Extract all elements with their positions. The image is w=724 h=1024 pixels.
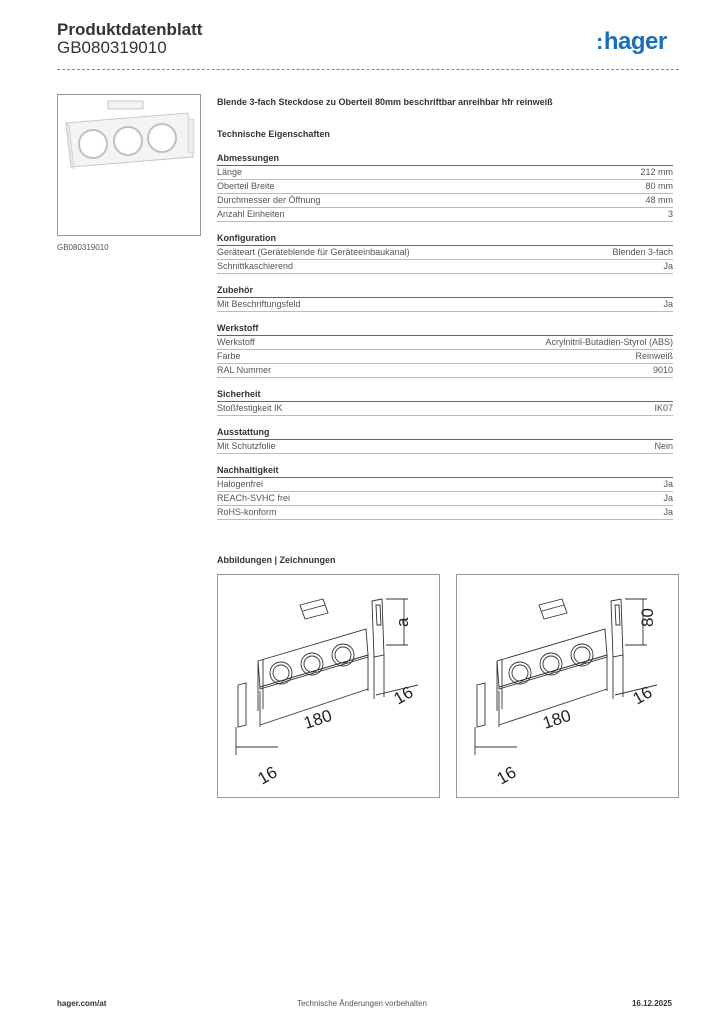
drawing-1-dim-length: 180 bbox=[301, 705, 335, 733]
spec-label: Stoßfestigkeit IK bbox=[217, 403, 283, 413]
spec-value: Ja bbox=[663, 493, 673, 503]
drawing-1-dim-depth: 16 bbox=[254, 762, 281, 789]
drawing-1 bbox=[217, 574, 440, 798]
footer-disclaimer: Technische Änderungen vorbehalten bbox=[297, 999, 427, 1008]
spec-value: Ja bbox=[663, 261, 673, 271]
drawing-2-dim-side: 16 bbox=[629, 682, 656, 709]
spec-section-title: Sicherheit bbox=[217, 388, 673, 402]
drawing-2-svg bbox=[457, 575, 678, 797]
spec-label: REACh-SVHC frei bbox=[217, 493, 291, 503]
cover-plate-illustration bbox=[66, 101, 194, 169]
spec-value: Blenden 3-fach bbox=[612, 247, 673, 257]
spec-label: Geräteart (Geräteblende für Geräteeinbaukanal) bbox=[217, 247, 410, 257]
spec-section bbox=[217, 232, 673, 274]
image-caption: GB080319010 bbox=[57, 243, 109, 252]
spec-row bbox=[217, 166, 673, 180]
spec-label: Halogenfrei bbox=[217, 479, 264, 489]
spec-label: Farbe bbox=[217, 351, 241, 361]
spec-row bbox=[217, 440, 673, 454]
spec-label: Länge bbox=[217, 167, 243, 177]
spec-value: Ja bbox=[663, 299, 673, 309]
logo-text: hager bbox=[603, 28, 667, 55]
spec-section-title: Werkstoff bbox=[217, 322, 673, 336]
drawing-2-dim-height: 80 bbox=[638, 608, 657, 627]
drawing-1-dim-side: 16 bbox=[390, 682, 417, 709]
spec-label: Werkstoff bbox=[217, 337, 255, 347]
spec-label: RAL Nummer bbox=[217, 365, 272, 375]
spec-section-title: Ausstattung bbox=[217, 426, 673, 440]
spec-sections bbox=[217, 152, 673, 520]
spec-section bbox=[217, 284, 673, 312]
spec-value: Ja bbox=[663, 507, 673, 517]
product-image-svg bbox=[58, 95, 200, 235]
drawing-2-dim-length: 180 bbox=[540, 705, 574, 733]
spec-value: Acrylnitril-Butadien-Styrol (ABS) bbox=[545, 337, 673, 347]
product-code: GB080319010 bbox=[57, 38, 167, 57]
spec-row bbox=[217, 350, 673, 364]
spec-value: Ja bbox=[663, 479, 673, 489]
spec-value: 80 mm bbox=[645, 181, 673, 191]
spec-row bbox=[217, 180, 673, 194]
spec-section-title: Konfiguration bbox=[217, 232, 673, 246]
spec-row bbox=[217, 260, 673, 274]
logo-dots-icon: : bbox=[596, 29, 603, 54]
spec-value: IK07 bbox=[654, 403, 673, 413]
page-title: Produktdatenblatt bbox=[57, 20, 203, 39]
spec-section bbox=[217, 426, 673, 454]
spec-section bbox=[217, 322, 673, 378]
drawing-1-dim-height: a bbox=[393, 617, 412, 627]
header-divider bbox=[57, 69, 679, 70]
spec-row bbox=[217, 208, 673, 222]
spec-section-title: Nachhaltigkeit bbox=[217, 464, 673, 478]
product-image bbox=[57, 94, 201, 236]
spec-row bbox=[217, 336, 673, 350]
spec-value: Reinweiß bbox=[635, 351, 673, 361]
spec-value: Nein bbox=[654, 441, 673, 451]
spec-label: Oberteil Breite bbox=[217, 181, 275, 191]
product-title: Blende 3-fach Steckdose zu Oberteil 80mm beschriftbar anreihbar hfr reinweiß bbox=[217, 97, 553, 107]
drawing-1-svg bbox=[218, 575, 439, 797]
footer-date: 16.12.2025 bbox=[631, 999, 672, 1008]
spec-label: Schnittkaschierend bbox=[217, 261, 294, 271]
spec-value: 9010 bbox=[652, 365, 673, 375]
spec-row bbox=[217, 364, 673, 378]
spec-row bbox=[217, 492, 673, 506]
spec-value: 48 mm bbox=[645, 195, 673, 205]
spec-panel bbox=[217, 97, 673, 530]
spec-row bbox=[217, 402, 673, 416]
spec-row bbox=[217, 246, 673, 260]
spec-row bbox=[217, 298, 673, 312]
footer-website[interactable]: hager.com/at bbox=[57, 999, 107, 1008]
spec-row bbox=[217, 478, 673, 492]
spec-label: Mit Schutzfolie bbox=[217, 441, 276, 451]
spec-section bbox=[217, 388, 673, 416]
spec-label: RoHS-konform bbox=[217, 507, 277, 517]
spec-row bbox=[217, 194, 673, 208]
spec-section-title: Zubehör bbox=[217, 284, 673, 298]
spec-value: 212 mm bbox=[640, 167, 673, 177]
spec-label: Mit Beschriftungsfeld bbox=[217, 299, 301, 309]
spec-label: Durchmesser der Öffnung bbox=[217, 195, 321, 205]
hager-logo bbox=[596, 28, 667, 56]
drawing-2 bbox=[456, 574, 679, 798]
spec-row bbox=[217, 506, 673, 520]
drawings-title: Abbildungen | Zeichnungen bbox=[217, 555, 336, 565]
technical-properties-title: Technische Eigenschaften bbox=[217, 129, 330, 139]
spec-label: Anzahl Einheiten bbox=[217, 209, 285, 219]
spec-value: 3 bbox=[667, 209, 673, 219]
spec-section bbox=[217, 464, 673, 520]
drawing-2-dim-depth: 16 bbox=[493, 762, 520, 789]
spec-section-title: Abmessungen bbox=[217, 152, 673, 166]
spec-section bbox=[217, 152, 673, 222]
